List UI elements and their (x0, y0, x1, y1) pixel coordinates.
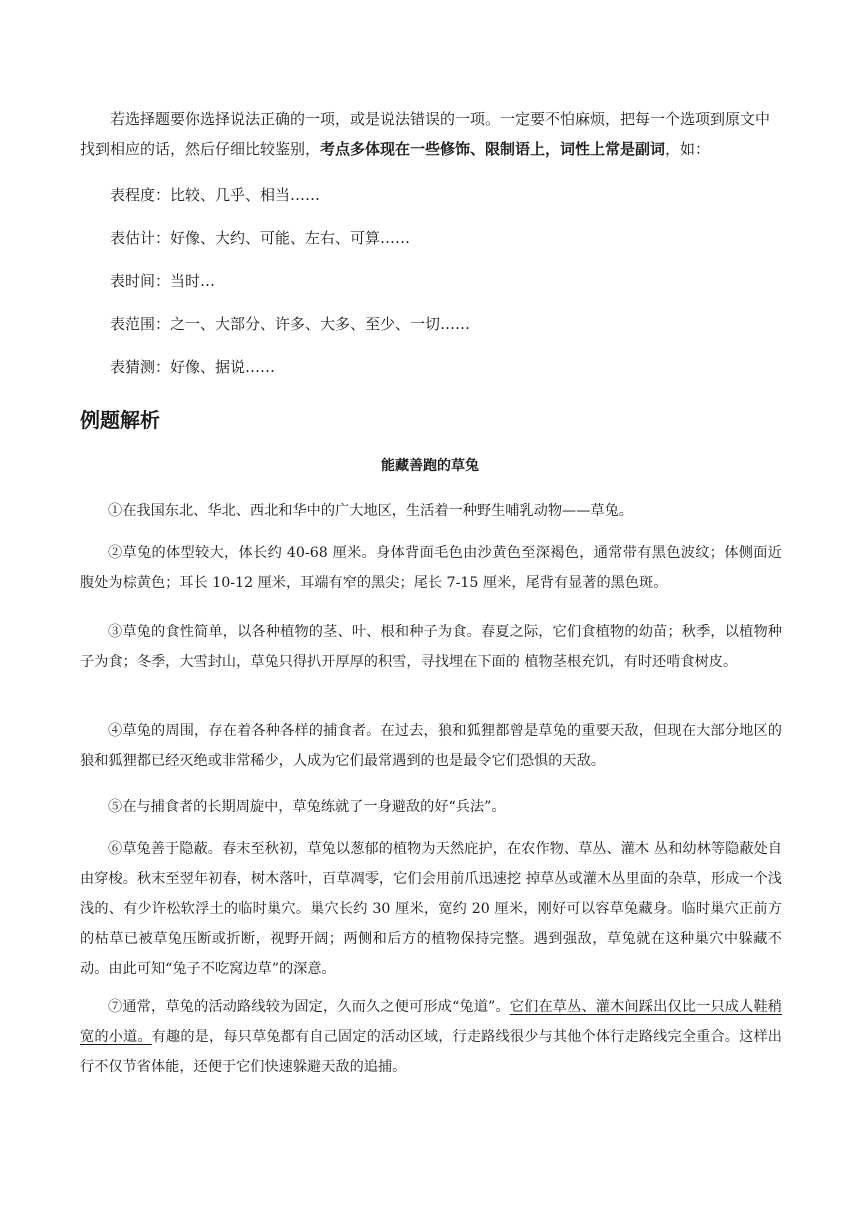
paragraph-text: ①在我国东北、华北、西北和华中的广大地区，生活着一种野生哺乳动物——草兔。 (108, 503, 633, 519)
article-paragraph-7 (80, 992, 782, 1082)
article-paragraph-6 (80, 834, 782, 984)
intro-text-end: ，如： (665, 140, 711, 158)
article-paragraph-4 (80, 716, 782, 776)
category-degree: 表程度：比较、几乎、相当…… (110, 186, 321, 204)
paragraph-text: ⑤在与捕食者的长期周旋中，草兔练就了一身避敌的好“兵法”。 (108, 799, 506, 815)
category-scope: 表范围：之一、大部分、许多、大多、至少、一切…… (110, 315, 471, 333)
category-guess: 表猜测：好像、据说…… (110, 358, 276, 376)
underlined-sentence: 它们在草丛、灌木间踩出仅比一只成人鞋稍宽的小道。 (80, 999, 782, 1045)
category-estimate: 表估计：好像、大约、可能、左右、可算…… (110, 229, 411, 247)
intro-paragraph (80, 104, 780, 164)
paragraph-text-end: 有趣的是，每只草兔都有自己固定的活动区域，行走路线很少与其他个体行走路线完全重合。这样出行不仅节省体能，还便于它们快速躲避天敌的追捕。 (80, 1029, 782, 1075)
paragraph-text: ④草兔的周围，存在着各种各样的捕食者。在过去，狼和狐狸都曾是草兔的重要天敌，但现在大部分地区的狼和狐狸都已经灭绝或非常稀少，人成为它们最常遇到的也是最令它们恐惧的天敌。 (80, 723, 782, 769)
article-paragraph-2 (80, 538, 782, 598)
paragraph-text: ⑥草兔善于隐蔽。春末至秋初，草兔以葱郁的植物为天然庇护，在农作物、草丛、灌木 丛和幼林等隐蔽处自由穿梭。秋末至翌年初春，树木落叶，百草凋零，它们会用前爪迅速挖 掉草丛或灌木丛里面的杂草，形成一个浅浅的、有少许松软浮土的临时巢穴。巢穴长约 30 厘米，宽约 20 厘米，刚好可以容草兔藏身。临时巢穴正前方的枯草已被草兔压断或折断，视野开阔；两侧和后方的植物保持完整。遇到强敌，草兔就在这种巢穴中躲藏不动。由此可知“兔子不吃窝边草”的深意。 (80, 841, 782, 977)
category-time: 表时间：当时… (110, 272, 216, 290)
intro-text: 若选择题要你选择说法正确的一项，或是说法错误的一项。一定要不怕麻烦，把每一个选项到原文中找到相应的话，然后仔细比较鉴别， (80, 110, 771, 158)
paragraph-text: ②草兔的体型较大，体长约 40-68 厘米。身体背面毛色由沙黄色至深褐色，通常带有黑色波纹；体侧面近腹处为棕黄色；耳长 10-12 厘米，耳端有窄的黑尖；尾长 7-15 厘米，尾背有显著的黑色斑。 (80, 545, 782, 591)
intro-bold-text: 考点多体现在一些修饰、限制语上，词性上常是副词 (320, 140, 666, 158)
article-paragraph-1 (80, 496, 782, 526)
section-heading: 例题解析 (80, 408, 160, 432)
article-paragraph-5 (80, 792, 782, 822)
article-title: 能藏善跑的草兔 (381, 458, 479, 474)
paragraph-text: ⑦通常，草兔的活动路线较为固定，久而久之便可形成“兔道”。 (108, 999, 510, 1015)
article-paragraph-3 (80, 617, 782, 677)
paragraph-text: ③草兔的食性简单，以各种植物的茎、叶、根和种子为食。春夏之际，它们食植物的幼苗；秋季，以植物种子为食；冬季，大雪封山，草兔只得扒开厚厚的积雪，寻找埋在下面的 植物茎根充饥，有时还啃食树皮。 (80, 624, 782, 670)
